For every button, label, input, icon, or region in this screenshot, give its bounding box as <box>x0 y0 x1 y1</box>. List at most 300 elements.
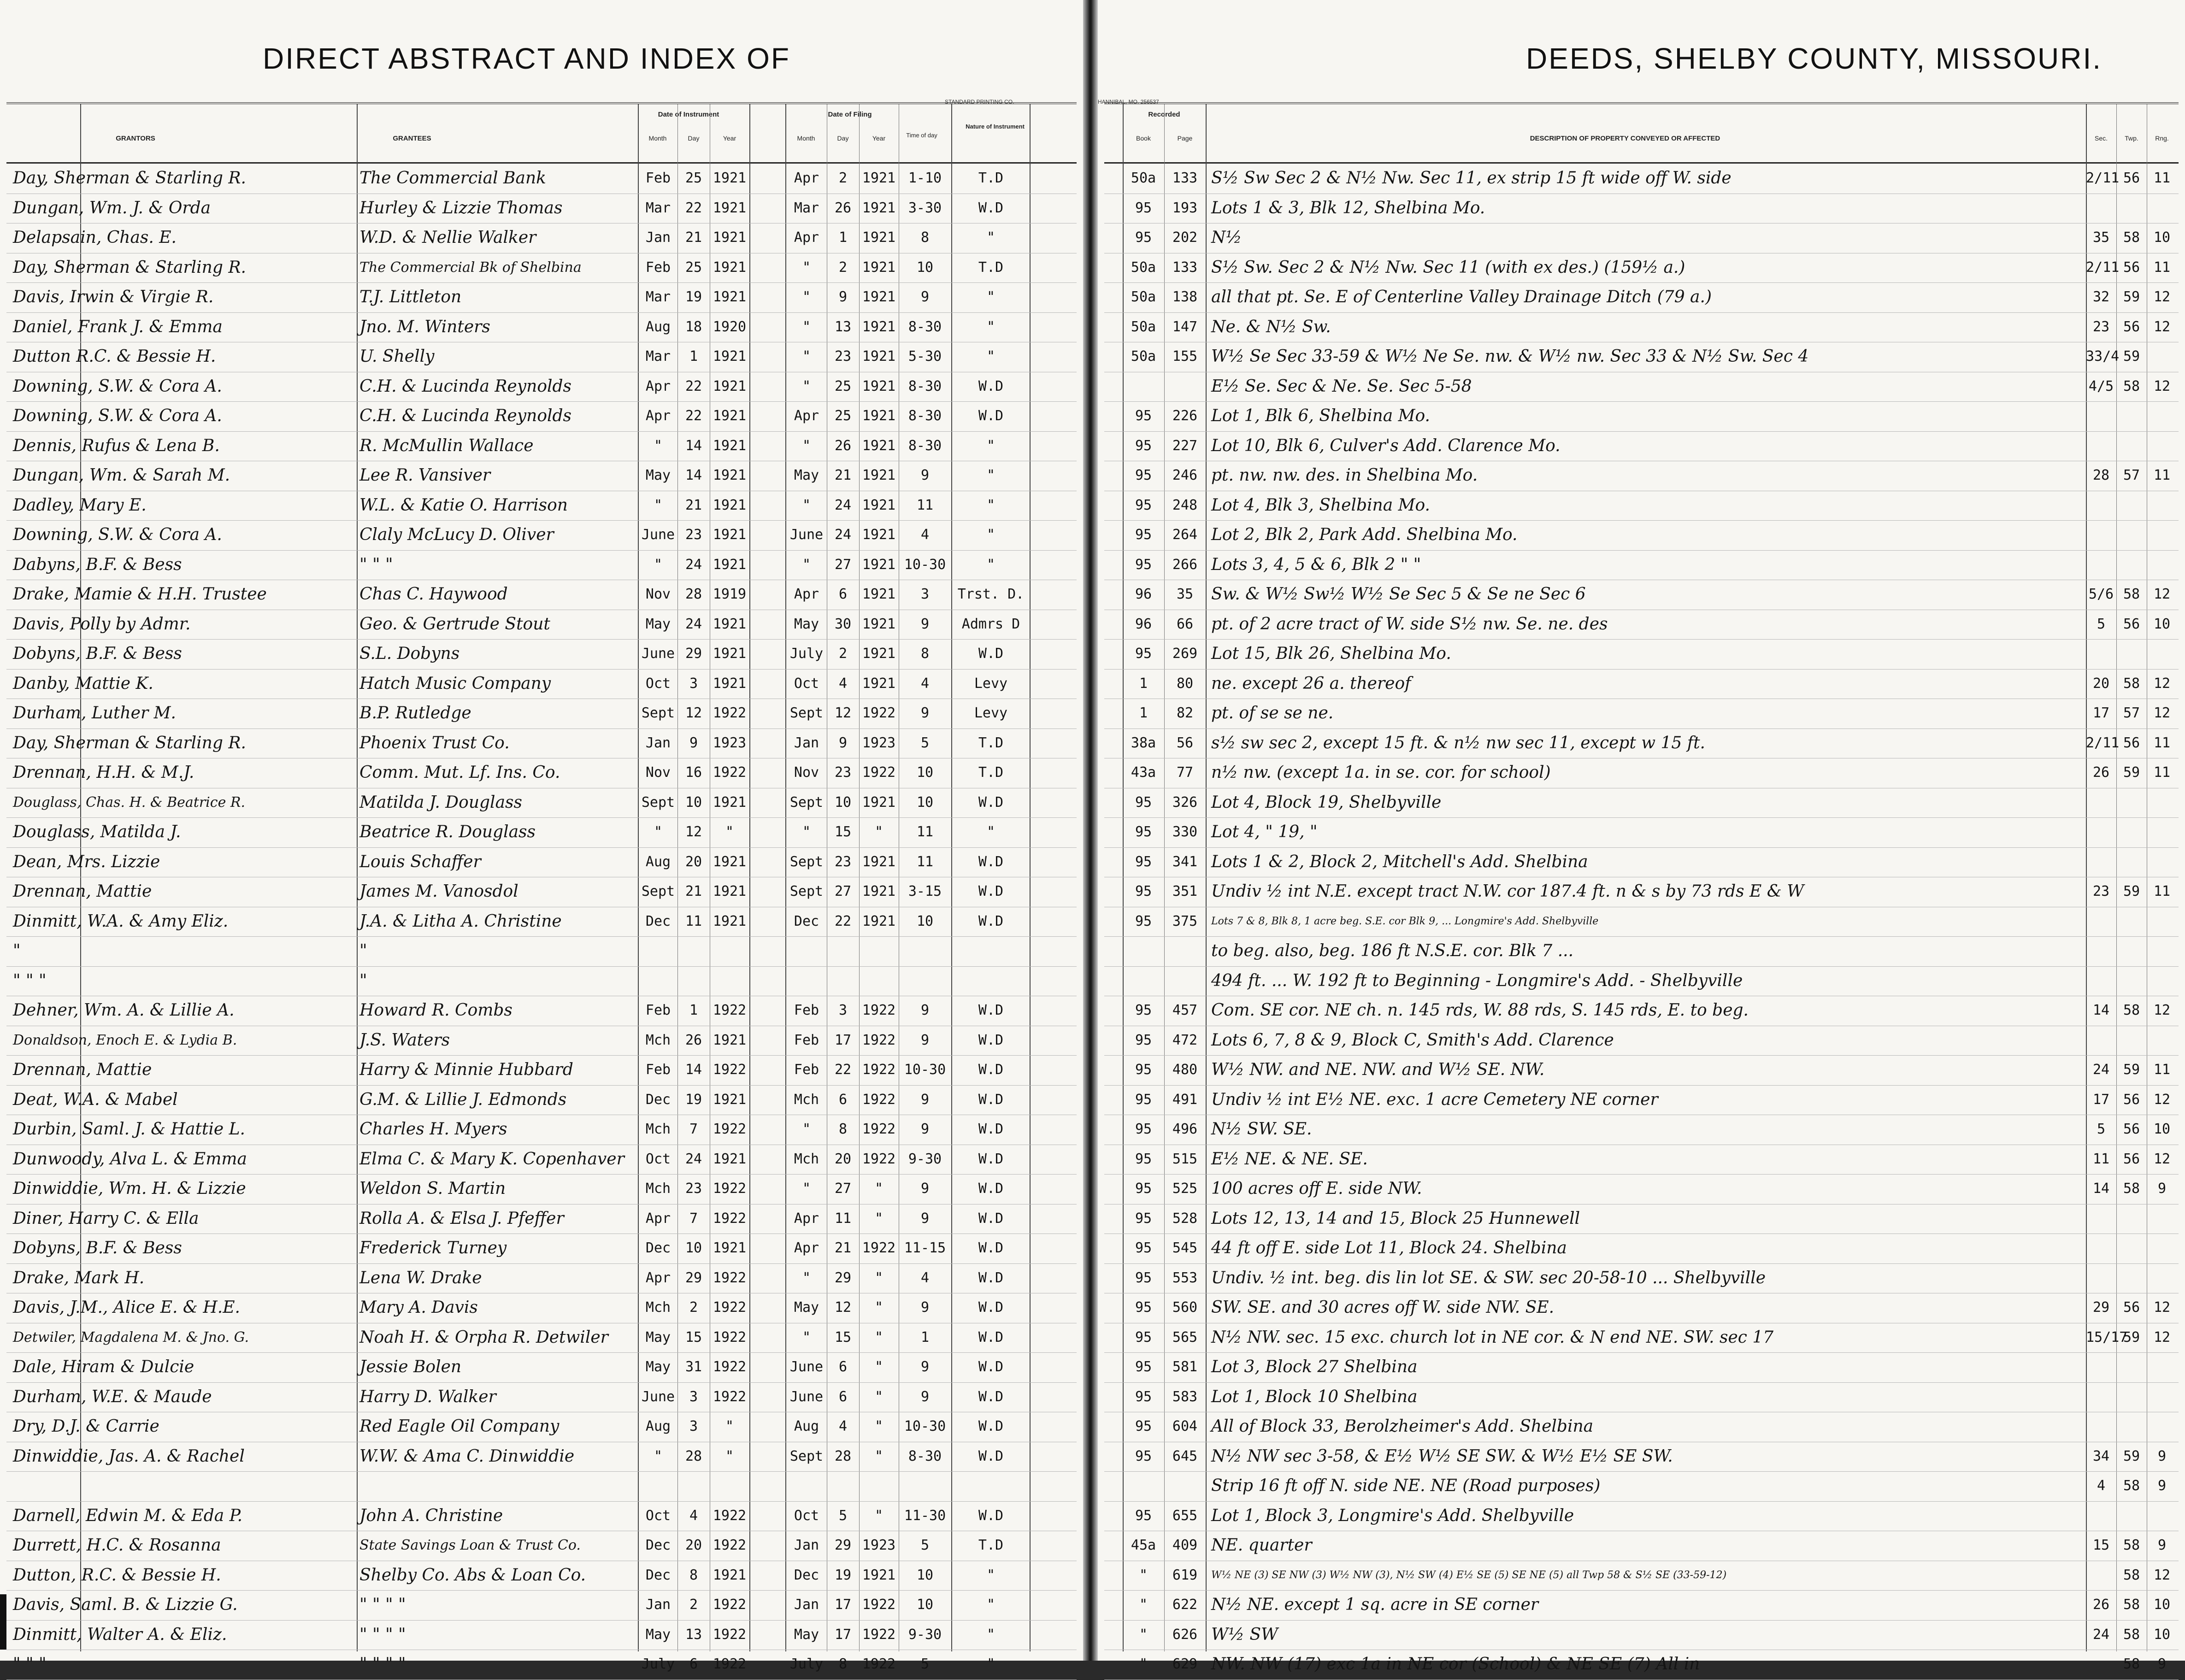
right-cell-p: 226 <box>1172 408 1198 424</box>
right-row-rule <box>1104 520 2179 521</box>
left-cell-t: 11 <box>916 853 934 870</box>
left-cell-n: " <box>986 824 995 840</box>
left-cell-iy: " <box>725 824 734 840</box>
left-cell-fm: June <box>789 527 824 543</box>
left-cell-id: 14 <box>685 467 702 483</box>
right-cell-b: 95 <box>1135 527 1152 543</box>
left-cell-grantee: Weldon S. Martin <box>359 1179 506 1198</box>
left-cell-fd: 27 <box>834 1181 852 1197</box>
left-cell-grantor: Dean, Mrs. Lizzie <box>13 852 160 871</box>
right-cell-twp: 57 <box>2123 705 2140 721</box>
right-cell-rng: 10 <box>2153 616 2171 632</box>
left-cell-grantor: Downing, S.W. & Cora A. <box>13 406 222 425</box>
left-cell-fy: 1922 <box>862 1121 896 1137</box>
right-cell-twp: 59 <box>2123 1448 2140 1464</box>
left-cell-id: 22 <box>685 378 702 394</box>
right-cell-p: 133 <box>1172 170 1198 186</box>
right-cell-twp: 59 <box>2123 289 2140 305</box>
right-cell-b: 95 <box>1135 1448 1152 1464</box>
right-cell-b: 95 <box>1135 200 1152 216</box>
left-cell-grantee: Jno. M. Winters <box>359 317 490 336</box>
left-cell-n: " <box>986 527 995 543</box>
right-cell-desc: ne. except 26 a. thereof <box>1211 674 1411 693</box>
right-cell-twp: 56 <box>2123 1091 2140 1108</box>
recorded-header: Recorded <box>1148 111 1180 118</box>
right-cell-p: 409 <box>1172 1537 1198 1553</box>
right-cell-b: 95 <box>1135 1388 1152 1405</box>
left-cell-t: 9 <box>920 1091 930 1108</box>
left-cell-fm: June <box>789 1359 824 1375</box>
left-cell-grantor: Durham, W.E. & Maude <box>13 1387 212 1406</box>
left-cell-grantor: " " " <box>13 1655 47 1674</box>
left-cell-fy: 1922 <box>862 1002 896 1018</box>
left-cell-n: Levy <box>974 675 1008 692</box>
right-cell-p: 82 <box>1176 705 1194 721</box>
right-cell-desc: Lots 3, 4, 5 & 6, Blk 2 " " <box>1211 555 1421 574</box>
left-cell-t: 10 <box>916 1597 934 1613</box>
left-cell-fd: 13 <box>834 318 852 335</box>
month-header-2: Month <box>797 135 815 142</box>
left-cell-id: 12 <box>685 705 702 721</box>
left-cell-fm: Apr <box>794 1240 819 1256</box>
left-cell-id: 6 <box>689 1656 698 1672</box>
left-cell-im: Sept <box>641 883 675 899</box>
left-cell-iy: 1919 <box>713 586 747 602</box>
left-cell-grantor: Drennan, Mattie <box>13 882 152 901</box>
left-cell-fd: 11 <box>834 1210 852 1227</box>
left-cell-n: " <box>986 467 995 483</box>
right-cell-p: 266 <box>1172 556 1198 573</box>
right-cell-p: 326 <box>1172 794 1198 811</box>
left-cell-t: 5 <box>920 734 930 751</box>
left-cell-n: " <box>986 497 995 513</box>
left-cell-iy: 1921 <box>713 675 747 692</box>
right-cell-p: 496 <box>1172 1121 1198 1137</box>
left-cell-id: 16 <box>685 764 702 781</box>
left-cell-iy: 1922 <box>713 1388 747 1405</box>
left-cell-iy: 1922 <box>713 1062 747 1078</box>
left-cell-im: Apr <box>645 408 671 424</box>
left-cell-t: 5-30 <box>908 348 942 364</box>
right-cell-desc: NE. quarter <box>1211 1536 1312 1555</box>
left-cell-fm: " <box>802 497 811 513</box>
left-cell-fm: " <box>802 437 811 454</box>
left-cell-id: 10 <box>685 794 702 811</box>
left-cell-iy: 1921 <box>713 467 747 483</box>
left-cell-n: W.D <box>978 408 1004 424</box>
left-header-row <box>6 104 1077 164</box>
right-cell-b: 95 <box>1135 1240 1152 1256</box>
right-cell-rng: 12 <box>2153 1002 2171 1018</box>
left-cell-im: " <box>654 497 663 513</box>
right-cell-sec: 4 <box>2097 1478 2106 1494</box>
left-cell-n: W.D <box>978 1240 1004 1256</box>
left-cell-iy: 1922 <box>713 1181 747 1197</box>
right-cell-p: 545 <box>1172 1240 1198 1256</box>
right-cell-sec: 26 <box>2092 764 2110 781</box>
left-cell-fy: 1921 <box>862 170 896 186</box>
left-cell-fd: 25 <box>834 378 852 394</box>
left-cell-t: 9 <box>920 1002 930 1018</box>
left-cell-fd: 15 <box>834 824 852 840</box>
right-cell-desc: Undiv ½ int N.E. except tract N.W. cor 187.4 ft. n & s by 73 rds E & W <box>1211 882 1804 901</box>
left-cell-fm: " <box>802 556 811 573</box>
left-cell-n: " <box>986 1567 995 1583</box>
right-cell-twp: 58 <box>2123 1002 2140 1018</box>
right-cell-p: 375 <box>1172 913 1198 929</box>
left-cell-fy: " <box>874 1269 883 1286</box>
left-cell-t: 8-30 <box>908 408 942 424</box>
left-cell-fd: 23 <box>834 348 852 364</box>
left-cell-fy: 1922 <box>862 1597 896 1613</box>
left-cell-fy: " <box>874 1299 883 1316</box>
left-cell-n: W.D <box>978 1299 1004 1316</box>
left-cell-grantee: C.H. & Lucinda Reynolds <box>359 406 572 425</box>
left-cell-fm: July <box>789 1656 824 1672</box>
left-cell-fd: 10 <box>834 794 852 811</box>
left-cell-t: 10 <box>916 764 934 781</box>
left-cell-n: W.D <box>978 1388 1004 1405</box>
right-cell-desc: Strip 16 ft off N. side NE. NE (Road purposes) <box>1211 1476 1601 1495</box>
right-cell-p: 147 <box>1172 318 1198 335</box>
left-cell-grantor: Danby, Mattie K. <box>13 674 153 693</box>
right-cell-b: 95 <box>1135 467 1152 483</box>
left-cell-im: Jan <box>645 1597 671 1613</box>
left-cell-id: 23 <box>685 1181 702 1197</box>
right-cell-b: 95 <box>1135 497 1152 513</box>
left-cell-fy: 1921 <box>862 318 896 335</box>
left-cell-iy: 1921 <box>713 527 747 543</box>
right-cell-p: 138 <box>1172 289 1198 305</box>
left-cell-iy: 1922 <box>713 1626 747 1643</box>
left-cell-fd: 21 <box>834 467 852 483</box>
left-cell-iy: 1921 <box>713 883 747 899</box>
left-cell-fm: Apr <box>794 229 819 246</box>
left-cell-fd: 17 <box>834 1032 852 1048</box>
left-cell-grantor: Daniel, Frank J. & Emma <box>13 317 223 336</box>
left-cell-grantee: The Commercial Bank <box>359 169 546 188</box>
right-cell-sec: 2/11 <box>2086 170 2120 186</box>
right-cell-rng: 10 <box>2153 1597 2171 1613</box>
left-cell-fy: 1923 <box>862 734 896 751</box>
left-cell-im: Mch <box>645 1181 671 1197</box>
right-cell-sec: 29 <box>2092 1299 2110 1316</box>
left-cell-n: W.D <box>978 1210 1004 1227</box>
left-cell-n: Levy <box>974 705 1008 721</box>
left-cell-fy: " <box>874 1388 883 1405</box>
left-cell-n: " <box>986 1656 995 1672</box>
right-cell-desc: 494 ft. ... W. 192 ft to Beginning - Longmire's Add. - Shelbyville <box>1211 971 1743 990</box>
left-cell-grantor: Diner, Harry C. & Ella <box>13 1209 199 1228</box>
left-cell-n: W.D <box>978 1002 1004 1018</box>
left-cell-iy: 1922 <box>713 1329 747 1345</box>
left-cell-grantor: Drennan, H.H. & M.J. <box>13 763 194 782</box>
left-cell-grantor: Day, Sherman & Starling R. <box>13 733 246 752</box>
left-cell-fy: 1921 <box>862 913 896 929</box>
left-cell-n: W.D <box>978 1448 1004 1464</box>
left-cell-fm: Mch <box>794 1151 819 1167</box>
left-cell-im: Oct <box>645 1507 671 1524</box>
right-cell-desc: pt. nw. nw. des. in Shelbina Mo. <box>1211 466 1478 485</box>
imprint-left: STANDARD PRINTING CO. <box>945 99 1014 105</box>
right-cell-b: 1 <box>1139 705 1148 721</box>
left-cell-grantor: Drake, Mamie & H.H. Trustee <box>13 585 267 604</box>
left-cell-fy: 1923 <box>862 1537 896 1553</box>
right-cell-sec: 5 <box>2097 616 2106 632</box>
right-cell-rng: 12 <box>2153 705 2171 721</box>
left-cell-t: 10 <box>916 259 934 276</box>
left-cell-iy: 1922 <box>713 1656 747 1672</box>
right-cell-desc: Lots 1 & 3, Blk 12, Shelbina Mo. <box>1211 198 1485 217</box>
left-cell-grantee: Mary A. Davis <box>359 1298 478 1317</box>
left-cell-id: 22 <box>685 200 702 216</box>
left-row-rule <box>6 966 1077 967</box>
right-cell-p: 35 <box>1176 586 1194 602</box>
right-cell-b: 95 <box>1135 1032 1152 1048</box>
left-cell-grantor: Dinwiddie, Jas. A. & Rachel <box>13 1446 245 1466</box>
left-row-rule <box>6 431 1077 432</box>
left-cell-id: 19 <box>685 289 702 305</box>
left-cell-n: " <box>986 318 995 335</box>
right-cell-sec: 17 <box>2092 705 2110 721</box>
left-cell-grantee: John A. Christine <box>359 1506 503 1525</box>
left-cell-fd: 1 <box>838 229 848 246</box>
left-cell-id: 22 <box>685 408 702 424</box>
left-cell-id: 20 <box>685 853 702 870</box>
left-cell-fm: " <box>802 1329 811 1345</box>
right-cell-rng: 11 <box>2153 467 2171 483</box>
left-cell-grantor: Drennan, Mattie <box>13 1060 152 1079</box>
right-cell-b: 95 <box>1135 1299 1152 1316</box>
right-cell-twp: 56 <box>2123 1299 2140 1316</box>
right-cell-sec: 32 <box>2092 289 2110 305</box>
year-header-2: Year <box>872 135 886 142</box>
ledger-right <box>1104 102 2179 1674</box>
right-cell-b: 95 <box>1135 853 1152 870</box>
left-cell-fm: Apr <box>794 586 819 602</box>
left-cell-iy: " <box>725 1448 734 1464</box>
right-cell-p: 264 <box>1172 527 1198 543</box>
left-cell-im: May <box>645 1329 671 1345</box>
left-cell-iy: 1922 <box>713 1002 747 1018</box>
left-cell-im: Sept <box>641 705 675 721</box>
right-cell-p: 604 <box>1172 1418 1198 1434</box>
left-cell-grantor: " " " <box>13 971 47 990</box>
right-cell-p: 269 <box>1172 646 1198 662</box>
right-cell-p: 193 <box>1172 200 1198 216</box>
right-cell-p: 528 <box>1172 1210 1198 1227</box>
left-cell-t: 3-15 <box>908 883 942 899</box>
left-cell-grantor: Davis, Irwin & Virgie R. <box>13 288 214 306</box>
right-cell-twp: 57 <box>2123 467 2140 483</box>
right-cell-rng: 12 <box>2153 1091 2171 1108</box>
left-cell-t: 4 <box>920 1269 930 1286</box>
right-cell-p: 581 <box>1172 1359 1198 1375</box>
left-cell-grantee: R. McMullin Wallace <box>359 436 534 455</box>
left-cell-grantor: Douglass, Matilda J. <box>13 822 181 841</box>
left-row-rule <box>6 1501 1077 1502</box>
right-cell-b: 95 <box>1135 1210 1152 1227</box>
right-cell-desc: NW. NW (17) exc 1a in NE cor (School) & NE SE (7) All in <box>1211 1655 1700 1674</box>
left-cell-fm: Aug <box>794 1418 819 1434</box>
left-cell-fy: 1921 <box>862 497 896 513</box>
left-cell-t: 5 <box>920 1537 930 1553</box>
left-cell-t: 10-30 <box>904 1062 946 1078</box>
left-cell-t: 1 <box>920 1329 930 1345</box>
left-cell-fm: May <box>794 1299 819 1316</box>
left-cell-iy: 1921 <box>713 289 747 305</box>
right-cell-b: 95 <box>1135 1062 1152 1078</box>
right-row-rule <box>1104 1590 2179 1591</box>
right-cell-desc: Ne. & N½ Sw. <box>1211 317 1331 336</box>
left-cell-iy: 1921 <box>713 1240 747 1256</box>
left-cell-fy: 1921 <box>862 675 896 692</box>
right-cell-twp: 56 <box>2123 616 2140 632</box>
right-row-rule <box>1104 1471 2179 1472</box>
left-cell-im: Feb <box>645 1062 671 1078</box>
left-cell-iy: 1921 <box>713 229 747 246</box>
left-cell-t: 8-30 <box>908 318 942 335</box>
left-cell-grantor: Darnell, Edwin M. & Eda P. <box>13 1506 243 1525</box>
right-cell-b: 95 <box>1135 437 1152 454</box>
right-cell-desc: N½ SW. SE. <box>1211 1120 1312 1139</box>
right-rows <box>1104 164 2179 1674</box>
left-cell-iy: 1921 <box>713 853 747 870</box>
left-cell-grantor: Dadley, Mary E. <box>13 495 147 515</box>
right-row-rule <box>1104 728 2179 729</box>
left-cell-fy: 1922 <box>862 1151 896 1167</box>
left-cell-grantor: Durbin, Saml. J. & Hattie L. <box>13 1120 245 1139</box>
left-cell-fm: Apr <box>794 170 819 186</box>
right-cell-b: 95 <box>1135 883 1152 899</box>
left-cell-fd: 15 <box>834 1329 852 1345</box>
right-cell-twp: 59 <box>2123 1329 2140 1345</box>
left-cell-id: 4 <box>689 1507 698 1524</box>
left-cell-fm: " <box>802 1269 811 1286</box>
right-cell-rng: 11 <box>2153 734 2171 751</box>
right-cell-p: 66 <box>1176 616 1194 632</box>
left-cell-n: " <box>986 556 995 573</box>
left-cell-im: Aug <box>645 1418 671 1434</box>
right-cell-desc: Lot 2, Blk 2, Park Add. Shelbina Mo. <box>1211 525 1518 544</box>
left-cell-grantee: B.P. Rutledge <box>359 704 471 723</box>
right-cell-p: 248 <box>1172 497 1198 513</box>
right-cell-desc: Lot 4, " 19, " <box>1211 822 1318 841</box>
binding-mark <box>0 1594 6 1650</box>
left-cell-grantee: Noah H. & Orpha R. Detwiler <box>359 1328 608 1347</box>
left-cell-fd: 4 <box>838 675 848 692</box>
left-cell-t: 9 <box>920 1121 930 1137</box>
left-cell-t: 5 <box>920 1656 930 1672</box>
right-cell-p: 330 <box>1172 824 1198 840</box>
left-cell-fd: 6 <box>838 1388 848 1405</box>
right-cell-rng: 9 <box>2157 1537 2167 1553</box>
right-cell-rng: 10 <box>2153 1626 2171 1643</box>
left-cell-fy: 1921 <box>862 794 896 811</box>
left-cell-n: W.D <box>978 200 1004 216</box>
right-cell-sec: 11 <box>2092 1151 2110 1167</box>
left-cell-id: 28 <box>685 586 702 602</box>
left-row-rule <box>6 1471 1077 1472</box>
left-cell-t: 3 <box>920 586 930 602</box>
left-cell-im: June <box>641 1388 675 1405</box>
right-cell-p: 525 <box>1172 1181 1198 1197</box>
left-cell-grantee: Lena W. Drake <box>359 1268 482 1287</box>
left-cell-id: 13 <box>685 1626 702 1643</box>
left-cell-n: W.D <box>978 1269 1004 1286</box>
left-cell-fy: 1921 <box>862 378 896 394</box>
left-cell-fy: 1922 <box>862 764 896 781</box>
left-cell-fd: 17 <box>834 1626 852 1643</box>
left-cell-id: 10 <box>685 1240 702 1256</box>
right-row-rule <box>1104 669 2179 670</box>
left-cell-t: 1-10 <box>908 170 942 186</box>
left-cell-fd: 24 <box>834 527 852 543</box>
left-cell-grantee: Harry & Minnie Hubbard <box>359 1060 573 1079</box>
left-cell-grantee: S.L. Dobyns <box>359 644 460 663</box>
right-cell-b: 95 <box>1135 1418 1152 1434</box>
left-cell-grantor: Durham, Luther M. <box>13 704 176 723</box>
left-cell-t: 11-15 <box>904 1240 946 1256</box>
right-cell-twp: 56 <box>2123 1151 2140 1167</box>
left-cell-fm: Apr <box>794 408 819 424</box>
left-cell-fm: " <box>802 348 811 364</box>
left-cell-fy: 1921 <box>862 616 896 632</box>
left-cell-iy: 1922 <box>713 1537 747 1553</box>
left-cell-im: Aug <box>645 318 671 335</box>
right-cell-b: 95 <box>1135 1507 1152 1524</box>
left-cell-t: 11 <box>916 824 934 840</box>
right-row-rule <box>1104 936 2179 937</box>
left-cell-iy: 1922 <box>713 1210 747 1227</box>
left-cell-grantor: Dinmitt, Walter A. & Eliz. <box>13 1625 227 1644</box>
left-cell-fm: " <box>802 378 811 394</box>
left-cell-fy: " <box>874 1448 883 1464</box>
left-cell-grantor: Dry, D.J. & Carrie <box>13 1417 159 1436</box>
left-cell-grantor: Durrett, H.C. & Rosanna <box>13 1536 221 1555</box>
left-cell-im: Oct <box>645 675 671 692</box>
right-cell-rng: 11 <box>2153 764 2171 781</box>
left-cell-iy: 1921 <box>713 378 747 394</box>
left-cell-grantor: Dungan, Wm. J. & Orda <box>13 198 211 217</box>
left-cell-fy: 1922 <box>862 1240 896 1256</box>
right-cell-p: 56 <box>1176 734 1194 751</box>
left-cell-grantee: Geo. & Gertrude Stout <box>359 614 550 634</box>
right-cell-rng: 9 <box>2157 1181 2167 1197</box>
left-cell-id: 24 <box>685 556 702 573</box>
left-cell-fm: Sept <box>789 1448 824 1464</box>
left-cell-id: 3 <box>689 675 698 692</box>
left-cell-iy: " <box>725 1418 734 1434</box>
left-row-rule <box>6 1382 1077 1383</box>
left-cell-fd: 23 <box>834 853 852 870</box>
left-row-rule <box>6 1263 1077 1264</box>
right-cell-sec: 17 <box>2092 1091 2110 1108</box>
right-cell-desc: Lot 1, Block 10 Shelbina <box>1211 1387 1418 1406</box>
left-cell-t: 9-30 <box>908 1626 942 1643</box>
left-cell-id: 7 <box>689 1121 698 1137</box>
left-cell-iy: 1921 <box>713 646 747 662</box>
left-cell-grantee: Chas C. Haywood <box>359 585 508 604</box>
left-cell-id: 21 <box>685 229 702 246</box>
left-cell-fm: Apr <box>794 1210 819 1227</box>
left-cell-fd: 6 <box>838 1091 848 1108</box>
right-cell-twp: 59 <box>2123 883 2140 899</box>
left-cell-im: Jan <box>645 229 671 246</box>
right-cell-b: 95 <box>1135 408 1152 424</box>
left-cell-im: Feb <box>645 1002 671 1018</box>
right-cell-rng: 9 <box>2157 1448 2167 1464</box>
